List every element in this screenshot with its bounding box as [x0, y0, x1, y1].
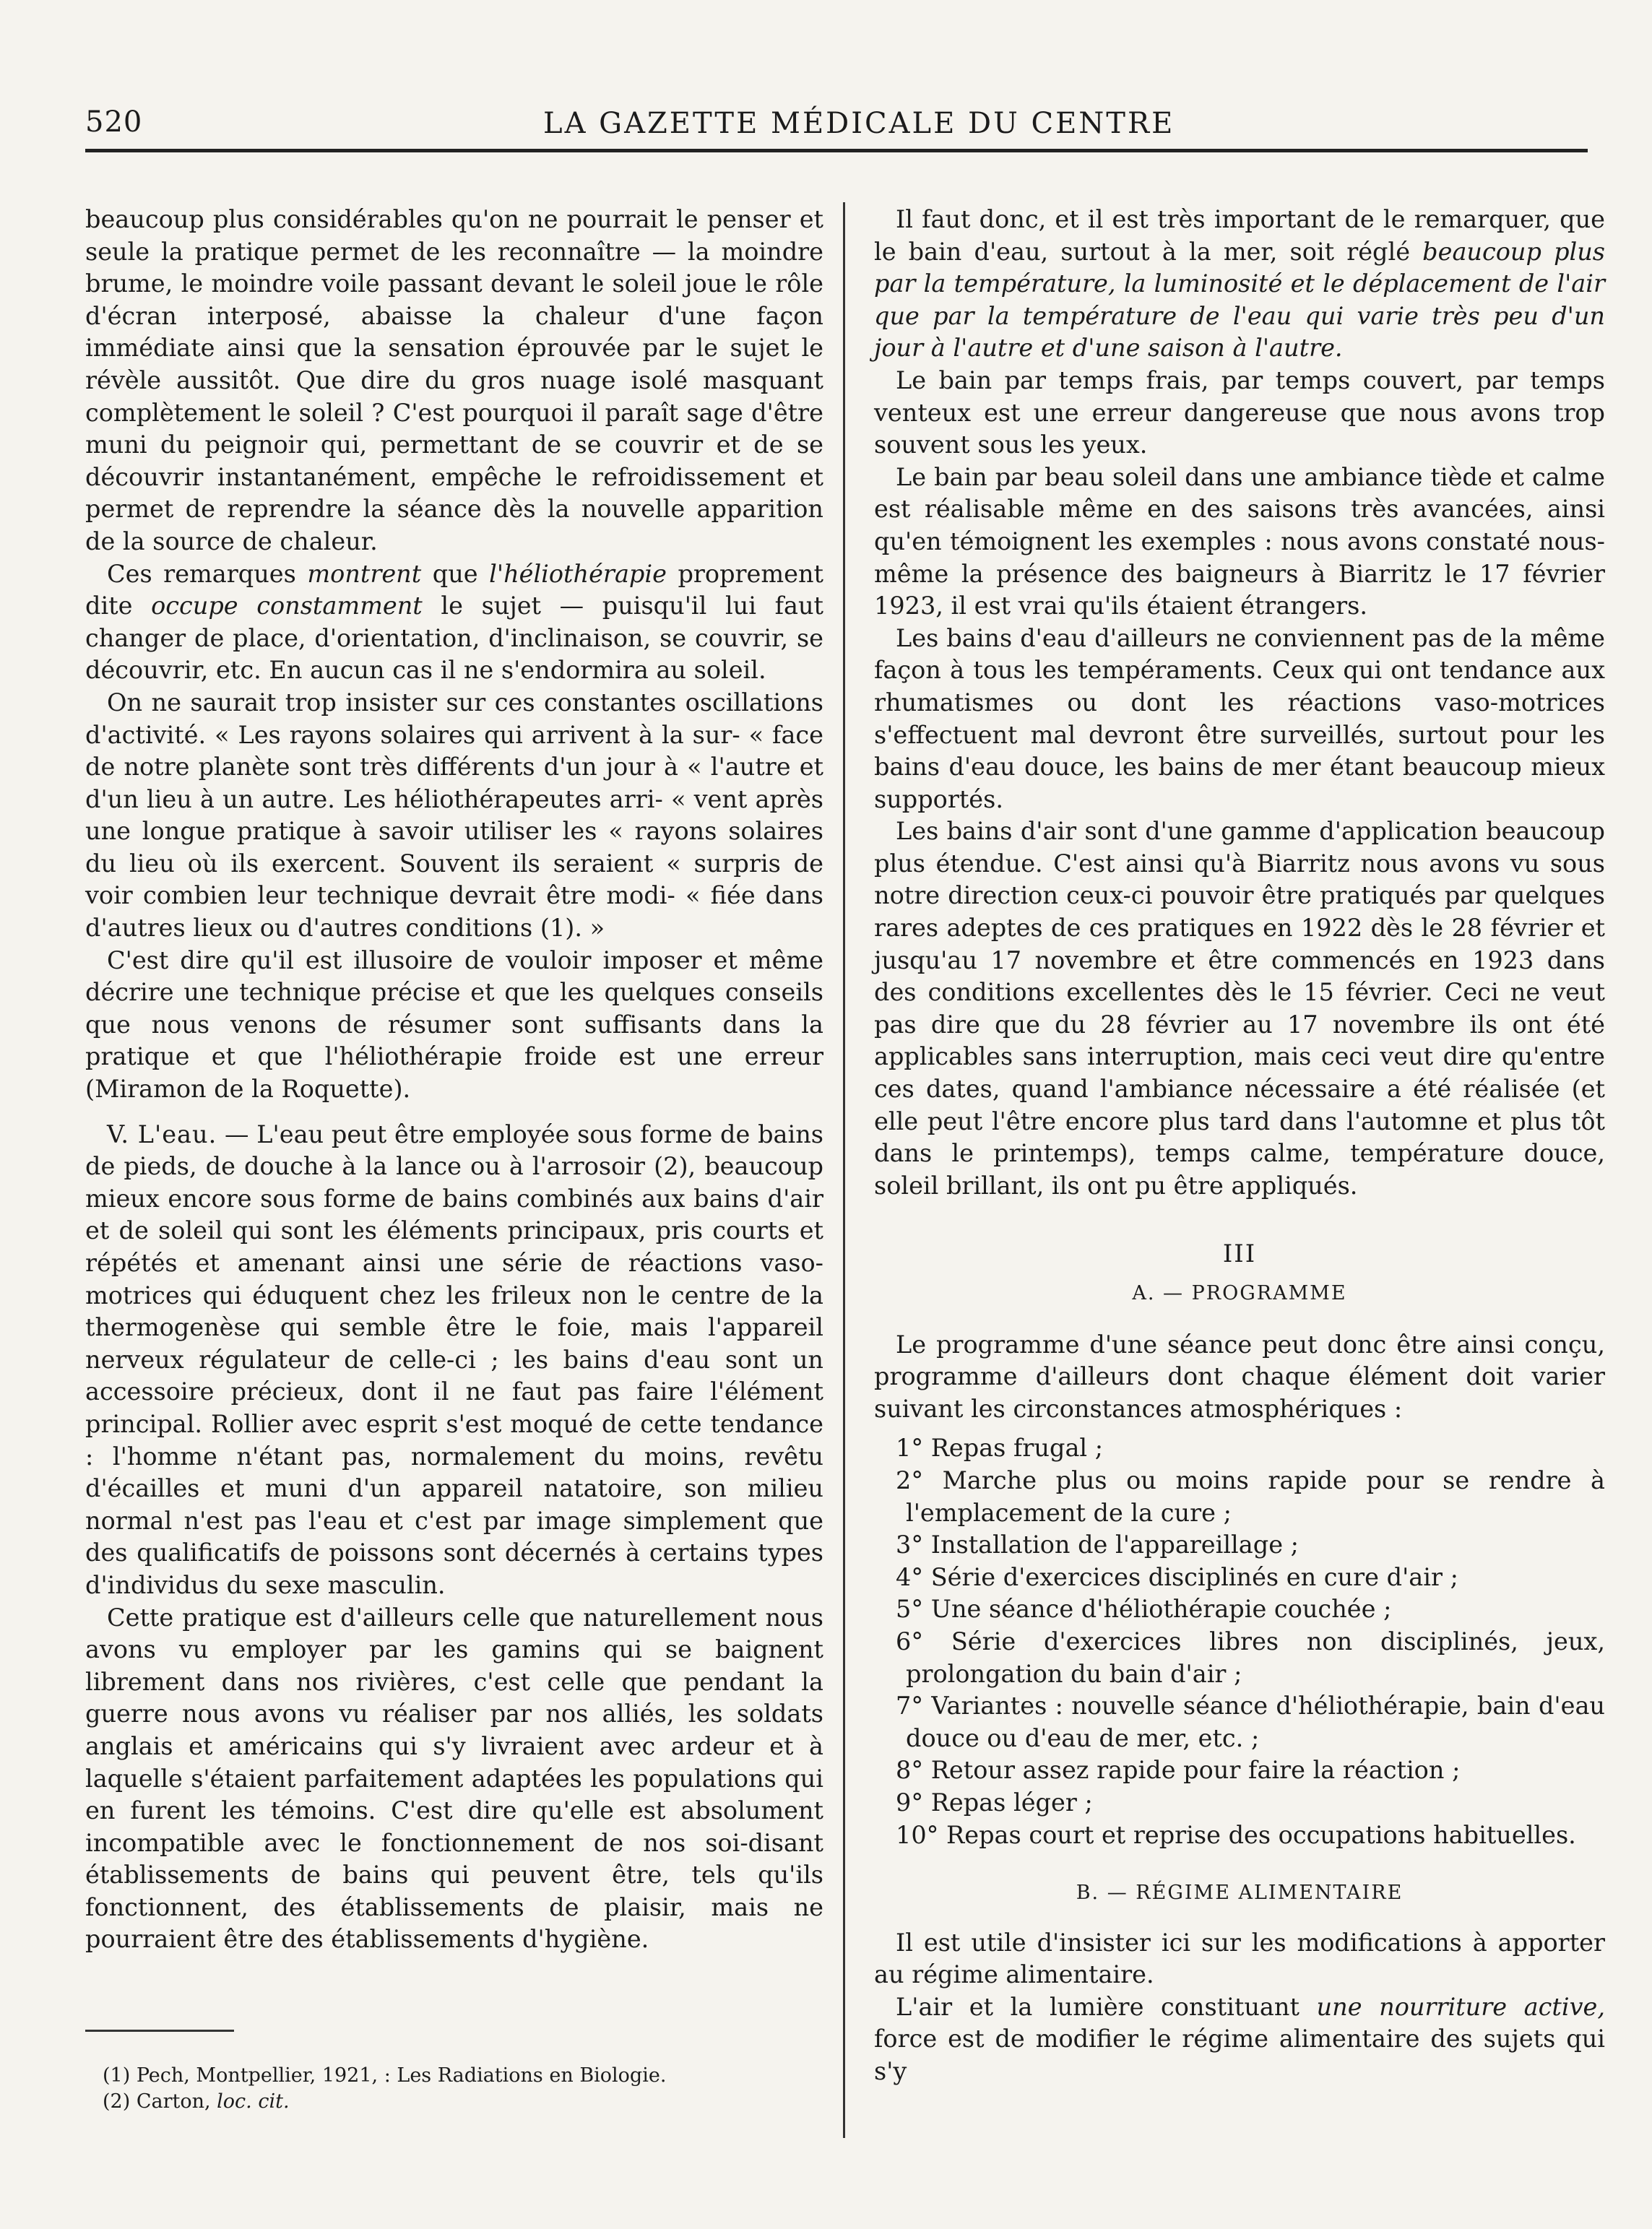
list-item: 4° Série d'exercices disciplinés en cure d'air ; [896, 1562, 1458, 1591]
footnote-1: (1) Pech, Montpellier, 1921, : Les Radiations en Biologie. [103, 2064, 667, 2087]
paragraph: Ces remarques montrent que l'héliothérapie proprement dite occupe constamment le sujet — puisqu'il lui faut changer de place, d'orientation, d'inclinaison, se couvrir, se découvrir, etc. En aucun cas il ne s'endormira au soleil. [85, 559, 823, 685]
header-rule [85, 149, 1588, 152]
paragraph: Le bain par beau soleil dans une ambiance tiède et calme est réalisable même en des saisons très avancées, ainsi qu'en témoignent les exemples : nous avons constaté nous-même la présence des baigneurs à Biarritz le 17 février 1923, il est vrai qu'ils étaient étrangers. [874, 462, 1605, 620]
paragraph: C'est dire qu'il est illusoire de vouloir imposer et même décrire une technique précise et que les quelques conseils que nous venons de résumer sont suffisants dans la pratique et que l'héliothérapie froide est une erreur (Miramon de la Roquette). [85, 945, 823, 1104]
subsection-heading-regime: B. — RÉGIME ALIMENTAIRE [1076, 1882, 1404, 1905]
section-heading-eau: V. L'eau. [107, 1120, 217, 1148]
quote-paragraph: On ne saurait trop insister sur ces constantes oscillations d'activité. « Les rayons solaires qui arrivent à la sur- « face de notre planète sont très différents d'un jour à « l'autre et d'un lieu à un autre. Les héliothérapeutes arri- « vent après une longue pratique à savoir utiliser les « rayons solaires du lieu où ils exercent. Souvent ils seraient « surpris de voir combien leur technique devrait être modi- « fiée dans d'autres lieux ou d'autres conditions (1). » [85, 688, 823, 943]
paragraph: Cette pratique est d'ailleurs celle que naturellement nous avons vu employer par les gamins qui se baignent librement dans nos rivières, c'est celle que pendant la guerre nous avons vu réaliser par nos alliés, les soldats anglais et américains qui s'y livraient avec ardeur et à laquelle s'étaient parfaitement adaptées les populations qui en furent les témoins. C'est dire qu'elle est absolument incompatible avec le fonctionnement de nos soi-disant établissements de bains qui peuvent être, tels qu'ils fonctionnent, des établissements de plaisir, mais ne pourraient être des établissements d'hygiène. [85, 1603, 823, 1954]
left-column [85, 204, 823, 1956]
section-paragraph-eau: V. L'eau. — L'eau peut être employée sous forme de bains de pieds, de douche à la lance ou à l'arrosoir (2), beaucoup mieux encore sous forme de bains combinés aux bains d'air et de soleil qui sont les éléments principaux, pris courts et répétés et amenant ainsi une série de réactions vaso-motrices qui éduquent chez les frileux non le centre de la thermogenèse qui semble être le foie, mais l'appareil nerveux régulateur de celle-ci ; les bains d'eau sont un accessoire précieux, dont il ne faut pas faire l'élément principal. Rollier avec esprit s'est moqué de cette tendance : l'homme n'étant pas, normalement du moins, revêtu d'écailles et muni d'un appareil natatoire, son milieu normal n'est pas l'eau et c'est par image simplement que des qualificatifs de poissons sont décernés à certains types d'individus du sexe masculin. [85, 1120, 823, 1599]
footnotes [103, 2063, 810, 2115]
paragraph: Il est utile d'insister ici sur les modifications à apporter au régime alimentaire. [874, 1928, 1605, 1989]
list-item: 2° Marche plus ou moins rapide pour se rendre à l'emplacement de la cure ; [896, 1466, 1605, 1527]
column-divider [843, 202, 845, 2138]
list-item: 7° Variantes : nouvelle séance d'héliothérapie, bain d'eau douce ou d'eau de mer, etc. ; [896, 1692, 1605, 1752]
footnote-2: (2) Carton, loc. cit. [103, 2090, 290, 2113]
list-item: 3° Installation de l'appareillage ; [896, 1531, 1299, 1559]
list-item: 5° Une séance d'héliothérapie couchée ; [896, 1595, 1392, 1624]
footnote-rule [85, 2030, 234, 2032]
list-item: 1° Repas frugal ; [896, 1434, 1104, 1463]
paragraph: Les bains d'eau d'ailleurs ne conviennent pas de la même façon à tous les tempéraments. Ceux qui ont tendance aux rhumatismes ou dont les réactions vaso-motrices s'effectuent mal devront être surveillés, surtout pour les bains d'eau douce, les bains de mer étant beaucoup mieux supportés. [874, 623, 1605, 813]
list-item: 8° Retour assez rapide pour faire la réaction ; [896, 1756, 1461, 1785]
paragraph: Il faut donc, et il est très important de le remarquer, que le bain d'eau, surtout à la mer, soit réglé beaucoup plus par la température, la luminosité et le déplacement de l'air que par la température de l'eau qui varie très peu d'un jour à l'autre et d'une saison à l'autre. [874, 205, 1605, 363]
list-item: 10° Repas court et reprise des occupations habituelles. [896, 1820, 1576, 1849]
right-column [874, 204, 1605, 2088]
subsection-heading-programme: A. — PROGRAMME [1132, 1282, 1347, 1304]
page-number: 520 [85, 105, 143, 139]
paragraph: L'air et la lumière constituant une nourriture active, force est de modifier le régime alimentaire des sujets qui s'y [874, 1992, 1605, 2086]
program-list [874, 1432, 1605, 1851]
running-title: LA GAZETTE MÉDICALE DU CENTRE [543, 107, 1175, 140]
list-item: 6° Série d'exercices libres non disciplinés, jeux, prolongation du bain d'air ; [896, 1627, 1605, 1688]
paragraph: beaucoup plus considérables qu'on ne pourrait le penser et seule la pratique permet de les reconnaître — la moindre brume, le moindre voile passant devant le soleil joue le rôle d'écran interposé, abaisse la chaleur d'une façon immédiate ainsi que la sensation éprouvée par le sujet le révèle aussitôt. Que dire du gros nuage isolé masquant complètement le soleil ? C'est pourquoi il paraît sage d'être muni du peignoir qui, permettant de se couvrir et de se découvrir instantanément, empêche le refroidissement et permet de reprendre la séance dès la nouvelle apparition de la source de chaleur. [85, 205, 823, 555]
list-item: 9° Repas léger ; [896, 1788, 1093, 1817]
paragraph: Le bain par temps frais, par temps couvert, par temps venteux est une erreur dangereuse que nous avons trop souvent sous les yeux. [874, 365, 1605, 459]
section-number: III [1222, 1239, 1257, 1269]
paragraph: Les bains d'air sont d'une gamme d'application beaucoup plus étendue. C'est ainsi qu'à Biarritz nous avons vu sous notre direction ceux-ci pouvoir être pratiqués par quelques rares adeptes de ces pratiques en 1922 dès le 28 février et jusqu'au 17 novembre et être commencés en 1923 dans des conditions excellentes dès le 15 février. Ceci ne veut pas dire que du 28 février au 17 novembre ils ont été applicables sans interruption, mais ceci veut dire qu'entre ces dates, quand l'ambiance nécessaire a été réalisée (et elle peut l'être encore plus tard dans l'automne et plus tôt dans le printemps), temps calme, température douce, soleil brillant, ils ont pu être appliqués. [874, 817, 1605, 1200]
paragraph: Le programme d'une séance peut donc être ainsi conçu, programme d'ailleurs dont chaque élément doit varier suivant les circonstances atmosphériques : [874, 1330, 1605, 1423]
